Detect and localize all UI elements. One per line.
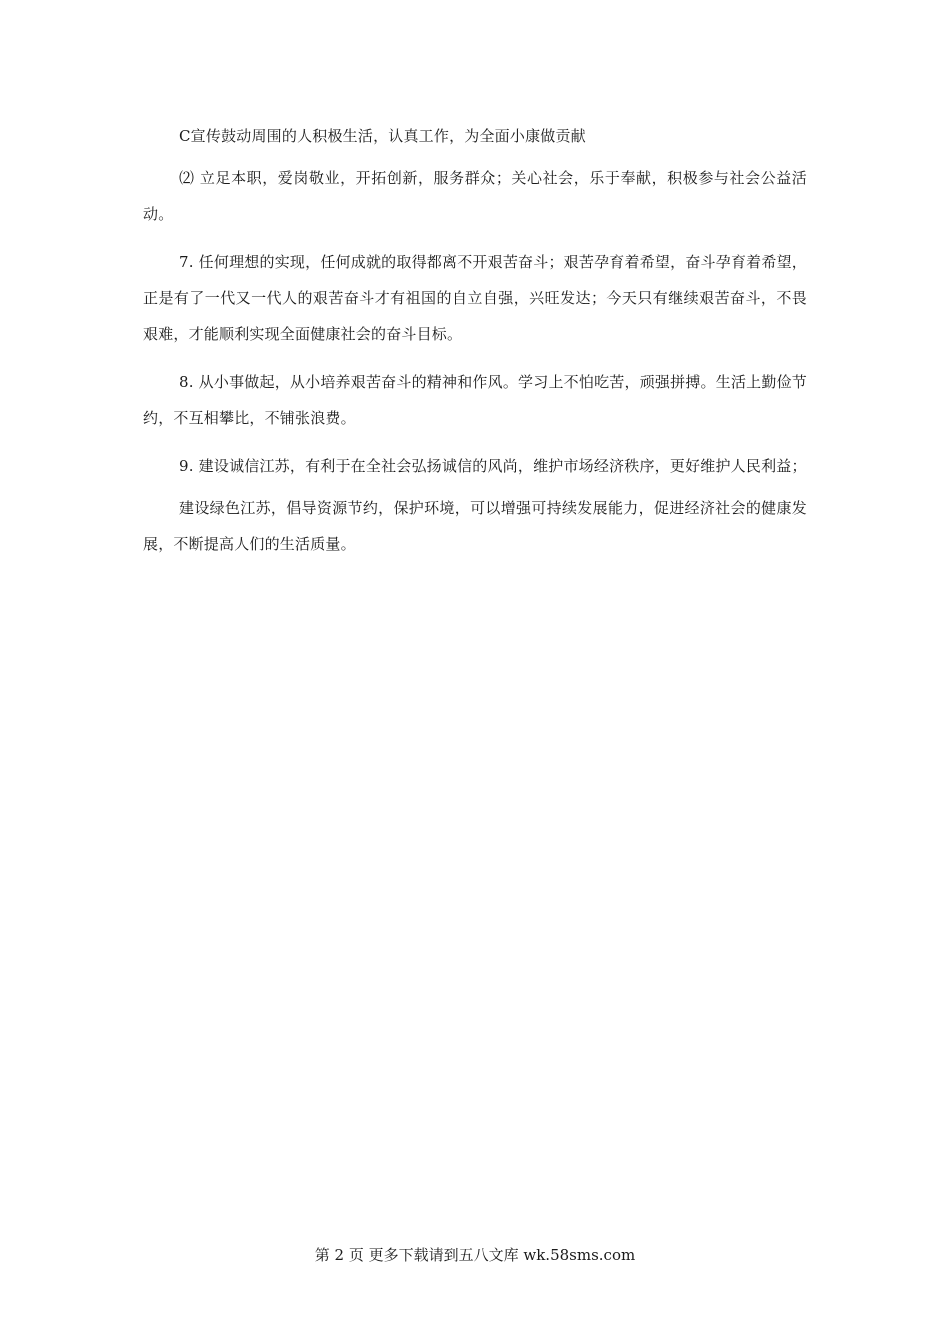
paragraph-item-9-continued: 建设绿色江苏，倡导资源节约，保护环境，可以增强可持续发展能力，促进经济社会的健康发展，不断提高人们的生活质量。: [143, 499, 807, 553]
paragraph-item-9: 9. 建设诚信江苏，有利于在全社会弘扬诚信的风尚，维护市场经济秩序，更好维护人民利益；: [179, 457, 807, 475]
document-body: [143, 118, 807, 574]
page-footer: 第 2 页 更多下载请到五八文库 wk.58sms.com: [314, 1246, 636, 1264]
paragraph-item-2: ⑵ 立足本职，爱岗敬业，开拓创新，服务群众；关心社会，乐于奉献，积极参与社会公益活动。: [143, 169, 807, 223]
paragraph-c-item: C宣传鼓动周围的人积极生活，认真工作，为全面小康做贡献: [179, 127, 586, 145]
paragraph-item-7: 7. 任何理想的实现，任何成就的取得都离不开艰苦奋斗；艰苦孕育着希望，奋斗孕育着希望，正是有了一代又一代人的艰苦奋斗才有祖国的自立自强，兴旺发达；今天只有继续艰苦奋斗，不畏艰难，才能顺利实现全面健康社会的奋斗目标。: [143, 253, 807, 343]
paragraph-item-8: 8. 从小事做起，从小培养艰苦奋斗的精神和作风。学习上不怕吃苦，顽强拼搏。生活上勤俭节约，不互相攀比，不铺张浪费。: [143, 373, 807, 427]
